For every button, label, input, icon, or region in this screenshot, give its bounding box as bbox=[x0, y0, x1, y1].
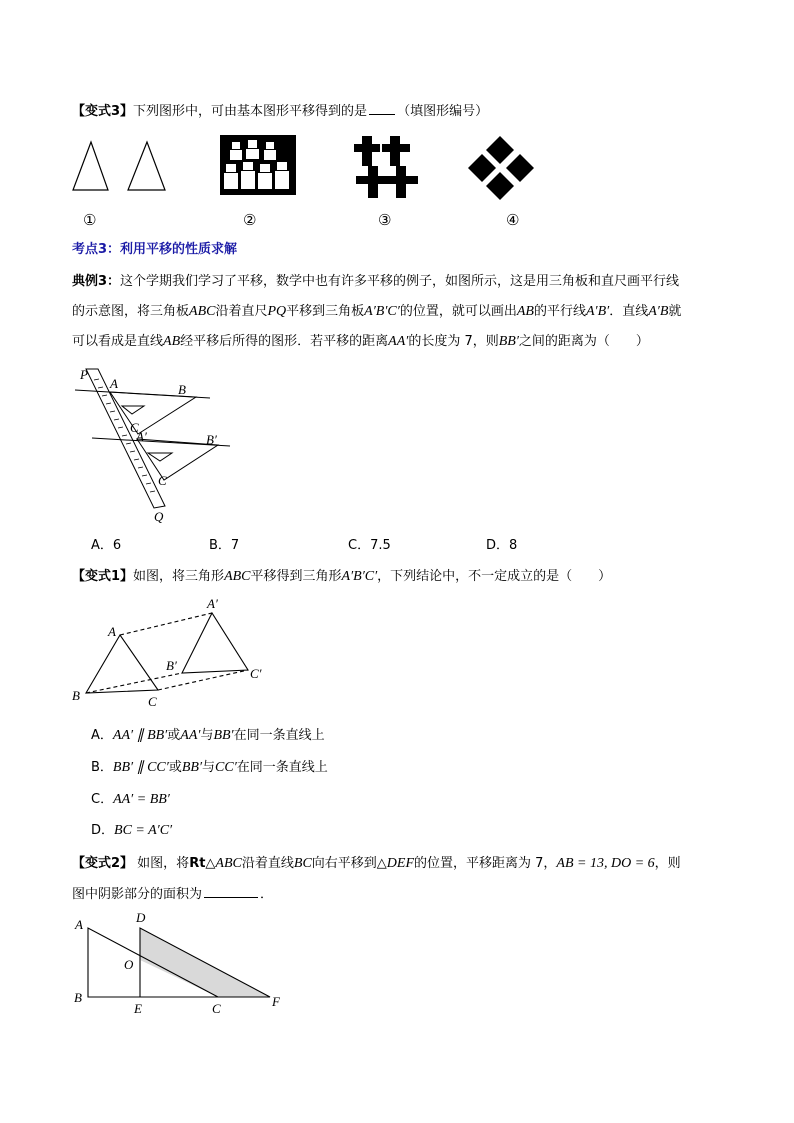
ex3-line-3 bbox=[72, 333, 649, 351]
math: AB = 13, DO = 6 bbox=[556, 856, 655, 871]
figure-label-4: ④ bbox=[506, 211, 520, 229]
ex3-ruler-figure bbox=[70, 366, 250, 526]
t: C． bbox=[91, 792, 114, 807]
answer-blank[interactable] bbox=[204, 886, 258, 898]
math: AB bbox=[163, 334, 181, 349]
math: ABC bbox=[215, 856, 242, 871]
t: ，下列结论中，不一定成立的是（ ） bbox=[377, 569, 612, 584]
t: ． bbox=[260, 887, 274, 902]
math: AA′ ∥ BB′ bbox=[112, 728, 168, 743]
figure-label-3: ③ bbox=[378, 211, 392, 229]
label-c: C bbox=[212, 1001, 221, 1016]
t: 平移得到三角形 bbox=[250, 569, 342, 584]
math: AA′ bbox=[388, 334, 409, 349]
v3-text-before: 下列图形中，可由基本图形平移得到的是 bbox=[133, 104, 368, 119]
label-b: B bbox=[178, 382, 186, 397]
section-title: 考点3：利用平移的性质求解 bbox=[72, 242, 238, 257]
v1-option-a[interactable] bbox=[91, 727, 325, 745]
triangle-abc bbox=[86, 635, 158, 693]
label-c: C bbox=[148, 694, 157, 709]
label-a: A bbox=[75, 917, 83, 932]
figure-label-2: ② bbox=[243, 211, 257, 229]
figure-3-crosses bbox=[354, 136, 418, 198]
t: 沿着直线 bbox=[241, 856, 294, 871]
label-e: E bbox=[134, 1001, 142, 1016]
math: A′B′ bbox=[585, 304, 610, 319]
t: 沿着直尺 bbox=[215, 304, 268, 319]
math: BB′ bbox=[213, 728, 234, 743]
math: AA′ = BB′ bbox=[113, 792, 170, 807]
v2-question-line-1 bbox=[72, 855, 681, 873]
t: 或 bbox=[168, 760, 182, 775]
v1-tag: 【变式1】 bbox=[72, 569, 134, 584]
t: △ bbox=[376, 856, 387, 871]
figure-4-diamonds bbox=[468, 136, 534, 200]
math: BC bbox=[293, 856, 312, 871]
math: A′B bbox=[648, 304, 669, 319]
label-c: C bbox=[130, 420, 139, 435]
label-a: A bbox=[108, 624, 116, 639]
t: 与 bbox=[200, 728, 214, 743]
label-f: F bbox=[272, 994, 280, 1009]
label-d: D bbox=[136, 910, 146, 925]
label-b-prime: B′ bbox=[166, 658, 177, 673]
t: 在同一条直线上 bbox=[233, 728, 325, 743]
t: 的位置，就可以画出 bbox=[399, 304, 517, 319]
v2-question-line-2 bbox=[72, 886, 273, 904]
v2-tag: 【变式2】 bbox=[72, 856, 134, 871]
t: △ bbox=[205, 856, 216, 871]
math: Rt bbox=[189, 856, 206, 871]
v2-shaded-figure bbox=[70, 910, 290, 1020]
math: BB′ ∥ CC′ bbox=[112, 760, 169, 775]
math: AB bbox=[516, 304, 534, 319]
math: PQ bbox=[267, 304, 287, 319]
label-a-prime: A′ bbox=[207, 596, 218, 611]
t: 在同一条直线上 bbox=[236, 760, 328, 775]
v3-question bbox=[72, 103, 488, 121]
label-b-prime: B′ bbox=[206, 432, 217, 447]
t: A． bbox=[91, 728, 113, 743]
figure-2-people bbox=[220, 135, 296, 195]
ex3-option-a[interactable]: A．6 bbox=[91, 538, 122, 553]
t: 的长度为 7，则 bbox=[408, 334, 499, 349]
label-c-prime: C′ bbox=[250, 666, 262, 681]
t: 可以看成是直线 bbox=[72, 334, 164, 349]
v3-figures bbox=[68, 132, 568, 202]
math: DEF bbox=[386, 856, 415, 871]
t: 向右平移到 bbox=[311, 856, 377, 871]
math: CC′ bbox=[215, 760, 237, 775]
t: 如图，将 bbox=[133, 856, 190, 871]
t: 之间的距离为（ ） bbox=[518, 334, 649, 349]
t: 平移到三角板 bbox=[286, 304, 365, 319]
math: BC = A′C′ bbox=[114, 823, 173, 838]
v1-option-c[interactable] bbox=[91, 791, 170, 809]
v1-question bbox=[72, 568, 611, 586]
answer-blank[interactable] bbox=[369, 103, 395, 115]
v3-text-after: （填图形编号） bbox=[397, 104, 489, 119]
ex3-option-c[interactable]: C．7.5 bbox=[348, 538, 391, 553]
math: BB′ bbox=[498, 334, 519, 349]
figure-1-triangles bbox=[73, 142, 165, 190]
label-a-prime: A′ bbox=[136, 429, 147, 444]
t: 的示意图，将三角板 bbox=[72, 304, 190, 319]
figure-label-1: ① bbox=[83, 211, 97, 229]
label-o: O bbox=[124, 957, 134, 972]
math: ABC bbox=[224, 569, 251, 584]
label-p: P bbox=[80, 367, 88, 382]
v3-tag: 【变式3】 bbox=[72, 104, 134, 119]
t: 或 bbox=[167, 728, 181, 743]
label-c-prime: C bbox=[158, 473, 167, 488]
t: 图中阴影部分的面积为 bbox=[72, 887, 203, 902]
t: ．直线 bbox=[609, 304, 649, 319]
ex3-text-1: 这个学期我们学习了平移，数学中也有许多平移的例子，如图所示，这是用三角板和直尺画平行线 bbox=[120, 274, 680, 289]
v1-option-d[interactable] bbox=[91, 822, 172, 840]
t: 与 bbox=[202, 760, 216, 775]
label-b: B bbox=[72, 688, 80, 703]
label-a: A bbox=[110, 376, 118, 391]
label-b: B bbox=[74, 990, 82, 1005]
t: 就 bbox=[668, 304, 682, 319]
math: A′B′C′ bbox=[341, 569, 378, 584]
math: A′B′C′ bbox=[364, 304, 400, 319]
t: 如图，将三角形 bbox=[133, 569, 225, 584]
triangle-abc-translated bbox=[182, 613, 248, 673]
t: 经平移后所得的图形．若平移的距离 bbox=[180, 334, 389, 349]
v1-option-b[interactable] bbox=[91, 759, 328, 777]
label-q: Q bbox=[154, 509, 164, 524]
t: B． bbox=[91, 760, 113, 775]
t: 的平行线 bbox=[533, 304, 586, 319]
triangle-abc bbox=[110, 392, 196, 434]
ex3-option-b[interactable]: B．7 bbox=[209, 538, 240, 553]
ex3-line-2 bbox=[72, 303, 681, 321]
t: D． bbox=[91, 823, 115, 838]
math: BB′ bbox=[181, 760, 203, 775]
math: ABC bbox=[189, 304, 216, 319]
ex3-option-d[interactable]: D．8 bbox=[486, 538, 518, 553]
v1-translation-figure bbox=[66, 594, 276, 709]
ex3-line-1 bbox=[72, 273, 679, 291]
math: AA′ bbox=[180, 728, 201, 743]
t: ，则 bbox=[654, 856, 681, 871]
t: 的位置，平移距离为 7， bbox=[414, 856, 557, 871]
ex3-tag: 典例3： bbox=[72, 274, 121, 289]
